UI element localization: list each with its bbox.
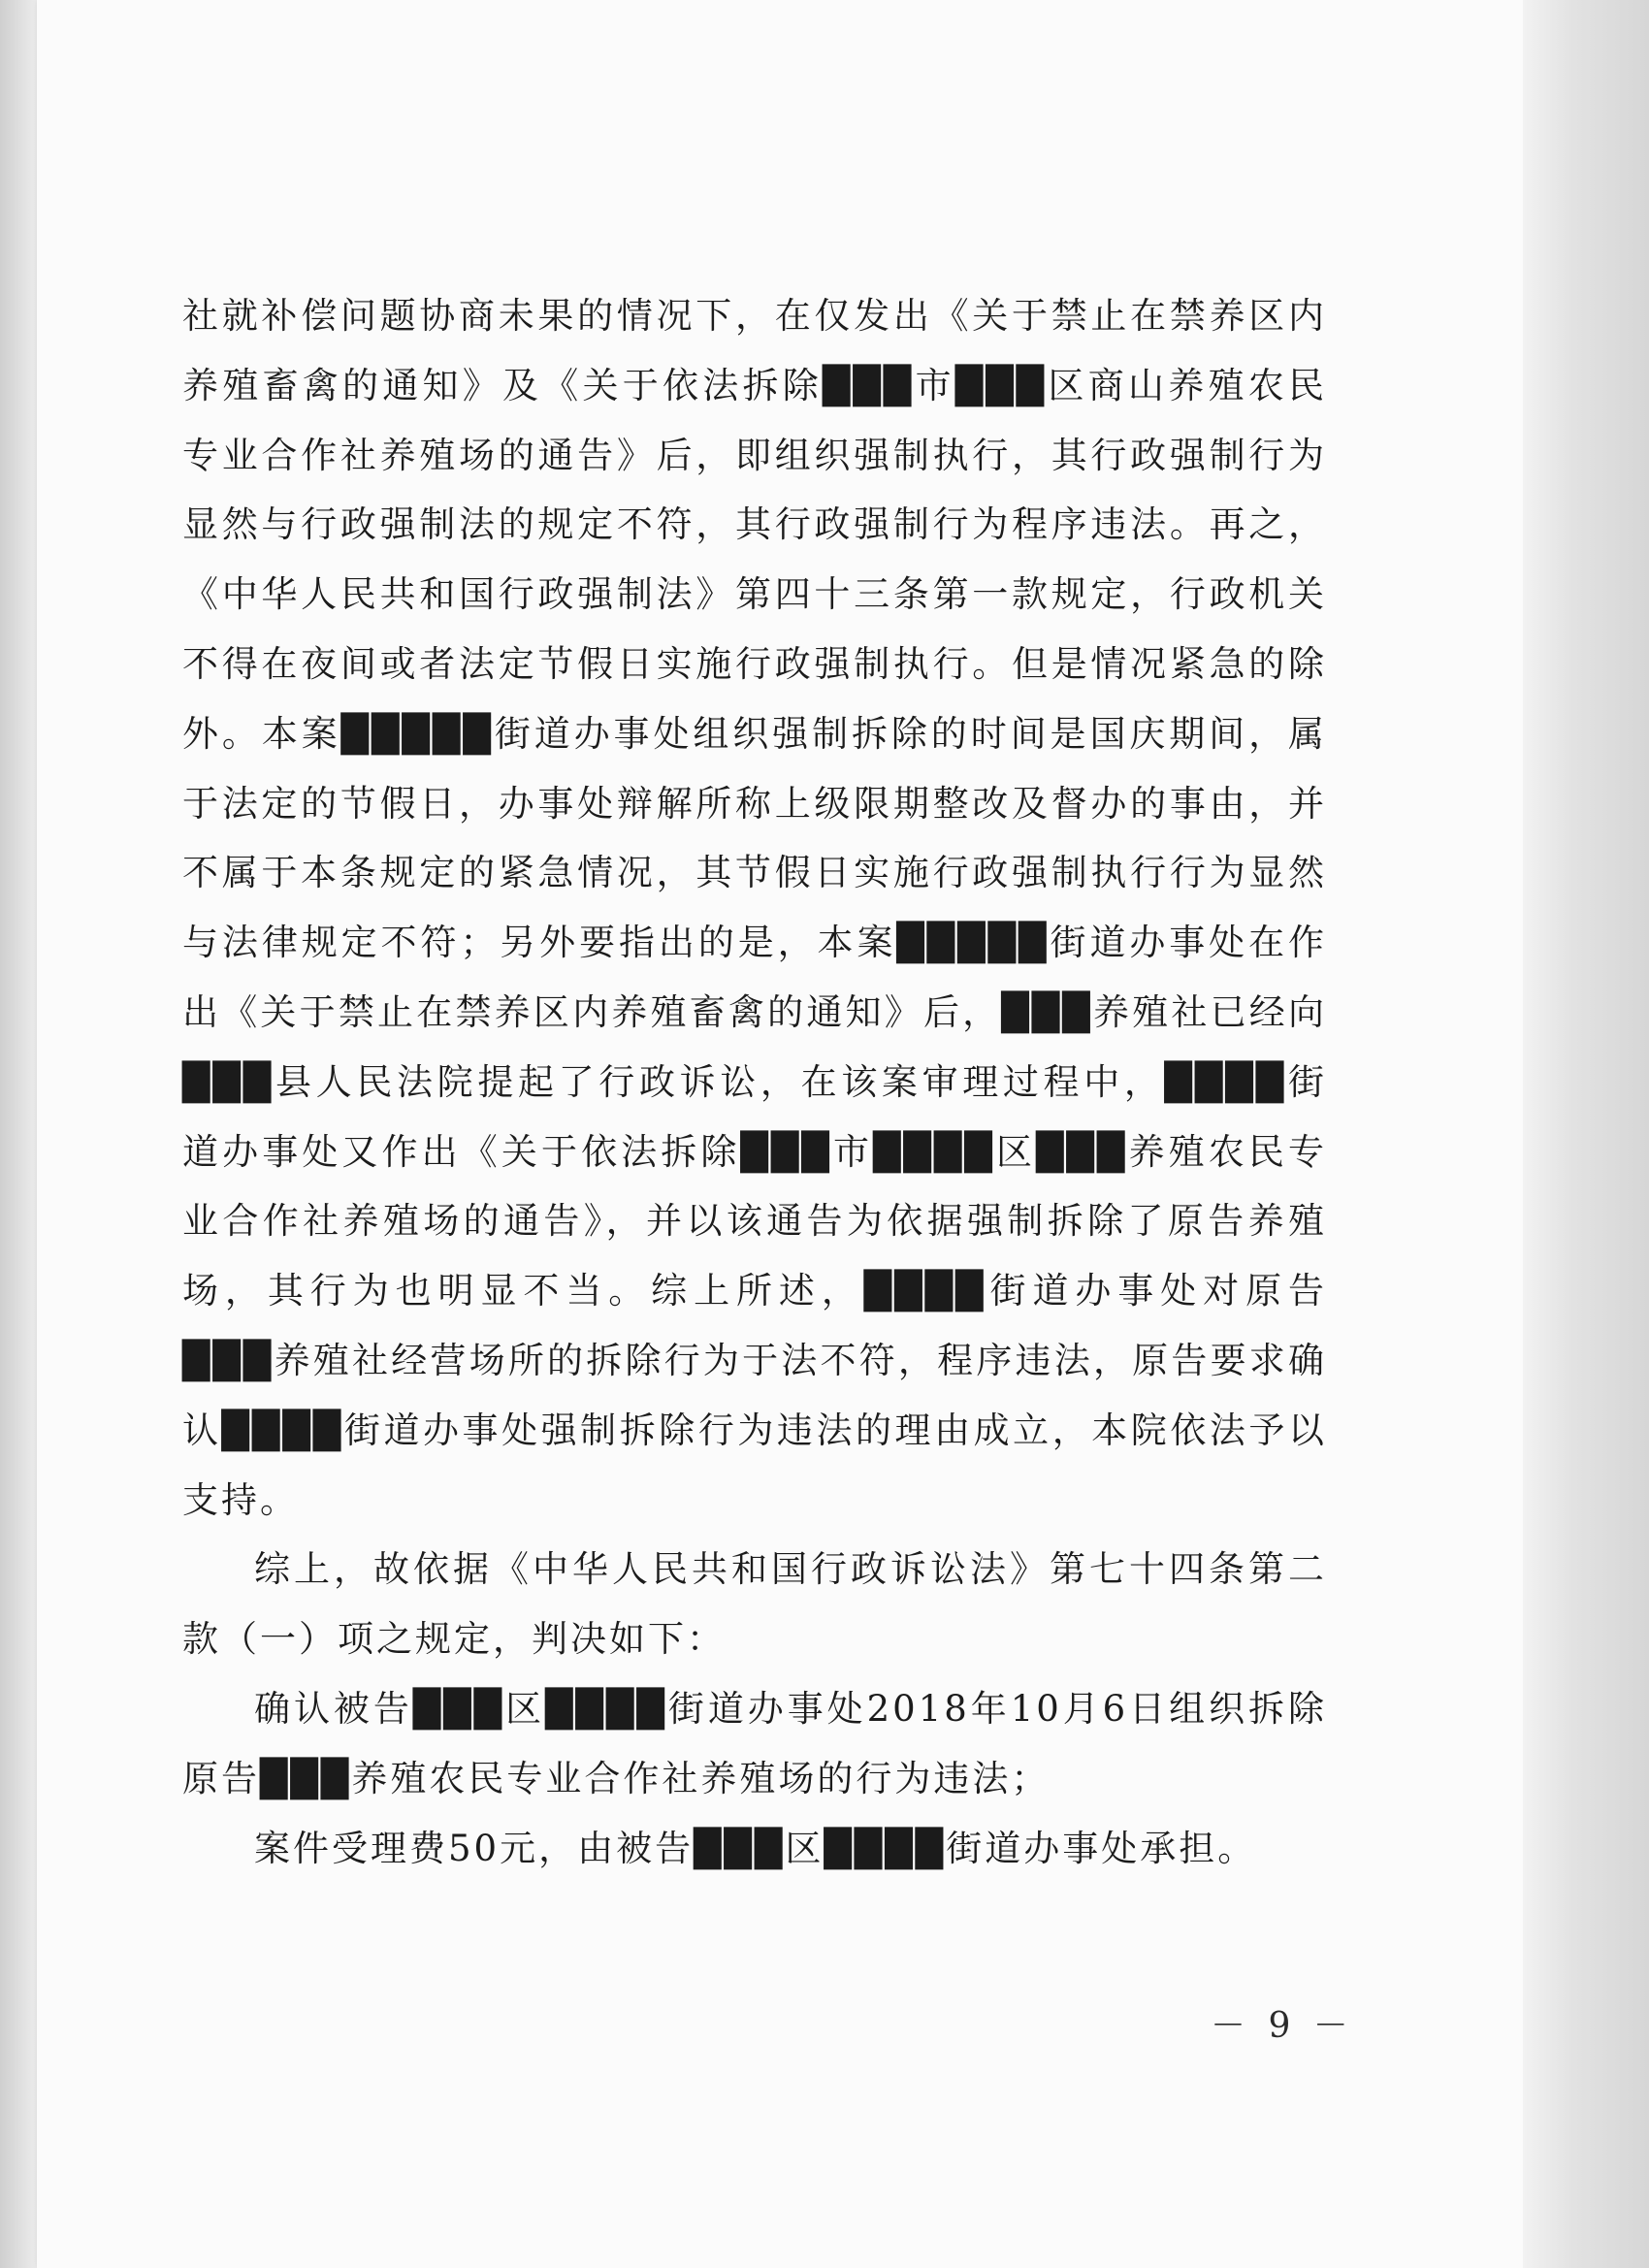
paragraph-reasoning: 社就补偿问题协商未果的情况下，在仅发出《关于禁止在禁养区内养殖畜禽的通知》及《关于依法拆除███市███区商山养殖农民专业合作社养殖场的通告》后，即组织强制执行，其行政强制行为显然与行政强制法的规定不符，其行政强制行为程序违法。再之，《中华人民共和国行政强制法》第四十三条第一款规定，行政机关不得在夜间或者法定节假日实施行政强制执行。但是情况紧急的除外。本案█████街道办事处组织强制拆除的时间是国庆期间，属于法定的节假日，办事处辩解所称上级限期整改及督办的事由，并不属于本条规定的紧急情况，其节假日实施行政强制执行行为显然与法律规定不符；另外要指出的是，本案█████街道办事处在作出《关于禁止在禁养区内养殖畜禽的通知》后，███养殖社已经向███县人民法院提起了行政诉讼，在该案审理过程中，████街道办事处又作出《关于依法拆除███市████区███养殖农民专业合作社养殖场的通告》，并以该通告为依据强制拆除了原告养殖场，其行为也明显不当。综上所述，████街道办事处对原告███养殖社经营场所的拆除行为于法不符，程序违法，原告要求确认████街道办事处强制拆除行为违法的理由成立，本院依法予以支持。 [182,295,1327,1521]
paragraph-legal-basis: 综上，故依据《中华人民共和国行政诉讼法》第七十四条第二款（一）项之规定，判决如下： [182,1548,1327,1661]
page-number: － 9 － [1211,2006,1354,2046]
document-page [37,0,1526,2268]
judgment-body [182,281,1327,1883]
paragraph-court-fee: 案件受理费50元，由被告███区████街道办事处承担。 [254,1827,1257,1869]
paragraph-ruling: 确认被告███区████街道办事处2018年10月6日组织拆除原告███养殖农民专业合作社养殖场的行为违法； [182,1687,1327,1799]
scan-left-edge [0,0,41,2268]
scan-right-edge [1523,0,1649,2268]
